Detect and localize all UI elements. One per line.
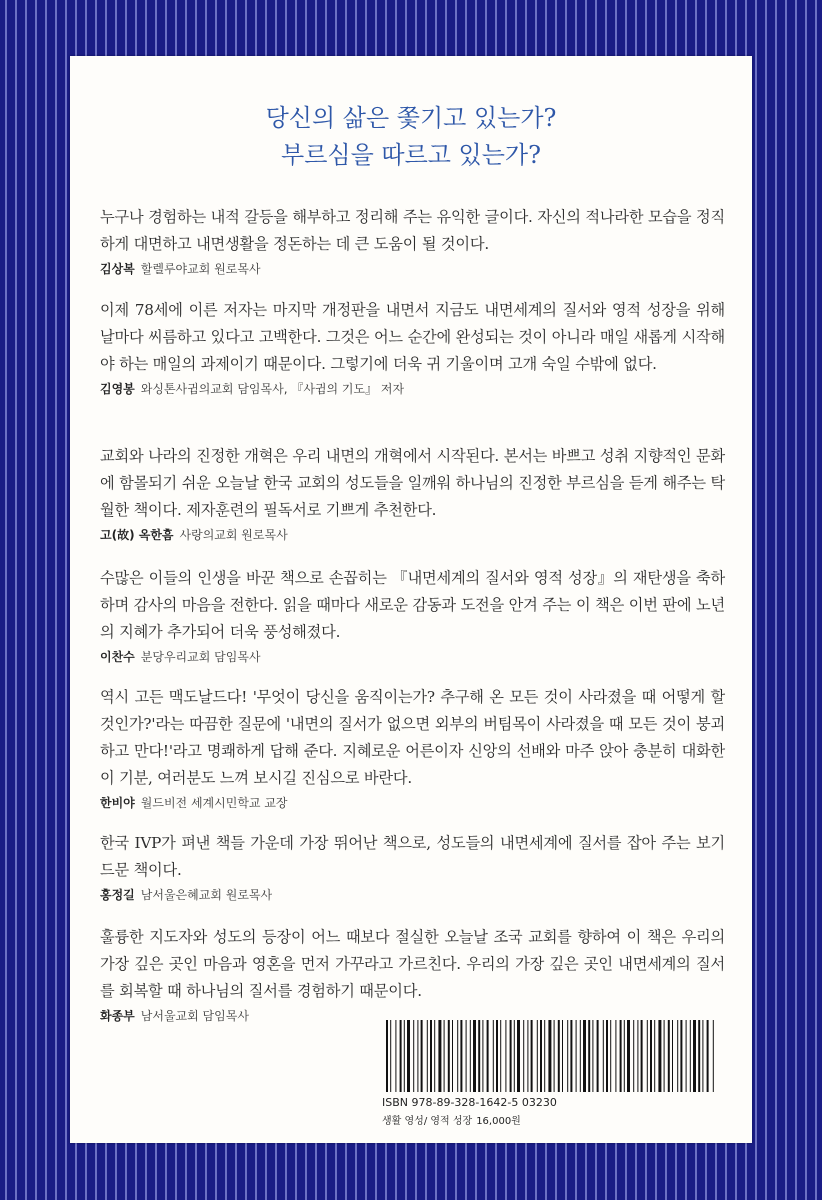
barcode-bar [647,1020,648,1092]
barcode-bar [606,1020,608,1092]
endorser-title: 남서울교회 담임목사 [140,1009,249,1023]
barcode-bar [482,1020,483,1092]
headline-line-2: 부르심을 따르고 있는가? [281,141,541,169]
barcode-bar [686,1020,687,1092]
barcode-bar [580,1020,581,1092]
endorser-title: 사랑의교회 원로목사 [179,528,288,542]
barcode-bar [417,1020,418,1092]
barcode-bar [658,1020,661,1092]
headline [70,100,752,174]
barcode-bar [434,1020,435,1092]
category-price-line [382,1112,521,1127]
endorsement-text: 누구나 경험하는 내적 갈등을 해부하고 정리해 주는 유익한 글이다. 자신의 적나라한 모습을 정직하게 대면하고 내면생활을 정돈하는 데 큰 도움이 될 것이다. [100,208,725,253]
barcode-bar [500,1020,501,1092]
endorser-title: 할렐루야교회 원로목사 [140,262,261,276]
barcode-bar [567,1020,568,1092]
endorsement-6 [100,830,725,905]
barcode-bar [395,1020,396,1092]
endorsement-text: 교회와 나라의 진정한 개혁은 우리 내면의 개혁에서 시작된다. 본서는 바쁘고 성취 지향적인 문화에 함몰되기 쉬운 오늘날 한국 교회의 성도들을 일깨워 하나님의 진정한 부르심을 듣게 해주는 탁월한 책이다. 제자훈련의 필독서로 기쁘게 추천한다. [100,447,725,519]
barcode-bar [510,1020,512,1092]
barcode-bar [603,1020,604,1092]
endorser-title: 남서울은혜교회 원로목사 [140,888,273,902]
endorser-name: 김영봉 [100,382,135,396]
barcode-bar [452,1020,453,1092]
barcode-bar [473,1020,476,1092]
endorsement-3 [100,443,725,545]
barcode-bar [444,1020,445,1092]
barcode-bar [624,1020,625,1092]
barcode-bar [637,1020,638,1092]
book-price: 16,000원 [476,1116,521,1127]
barcode-block [382,1020,732,1143]
endorsement-text: 훌륭한 지도자와 성도의 등장이 어느 때보다 절실한 오늘날 조국 교회를 향하여 이 책은 우리의 가장 깊은 곳인 마음과 영혼을 먼저 가꾸라고 가르친다. 우리의 가장 깊은 곳인 내면세계의 질서를 회복할 때 하나님의 질서를 경험하기 때문이다. [100,928,725,1000]
barcode-bar [698,1020,700,1092]
endorsement-byline [100,379,725,399]
endorsement-4 [100,565,725,667]
barcode-bar [558,1020,560,1092]
barcode-bar [610,1020,611,1092]
barcode-bar [537,1020,538,1092]
barcode-bar [693,1020,696,1092]
barcode-bar [562,1020,563,1092]
barcode-bar [400,1020,402,1092]
barcode-bar [386,1020,388,1092]
barcode-bar [407,1020,410,1092]
barcode-bar [570,1020,572,1092]
barcode-bar [531,1020,533,1092]
barcode-bar [493,1020,494,1092]
barcode-bar [641,1020,643,1092]
endorsement-text: 수많은 이들의 인생을 바꾼 책으로 손꼽히는 『내면세계의 질서와 영적 성장』의 재탄생을 축하하며 감사의 마음을 전한다. 읽을 때마다 새로운 감동과 도전을 안겨 주는 이 책은 이번 판에 노년의 지혜가 추가되어 더욱 풍성해졌다. [100,569,725,641]
barcode-bar [592,1020,593,1092]
barcode-bar [680,1020,682,1092]
barcode-bar [427,1020,428,1092]
barcode-bar [650,1020,652,1092]
endorsement-text: 역시 고든 맥도날드다! '무엇이 당신을 움직이는가? 추구해 온 모든 것이 사라졌을 때 어떻게 할 것인가?'라는 따끔한 질문에 '내면의 질서가 없으면 외부의 버팀목이 사라졌을 때 모든 것이 붕괴하고 만다!'라고 명쾌하게 답해 준다. 지혜로운 어른이자 신앙의 선배와 마주 앉아 충분히 대화한 이 기분, 여러분도 느껴 보시길 진심으로 바란다. [100,688,725,787]
endorser-name: 홍정길 [100,888,135,902]
barcode-bar [588,1020,590,1092]
endorser-title: 와싱톤사귐의교회 담임목사, 『사귐의 기도』 저자 [140,382,405,396]
barcode-bar [672,1020,673,1092]
barcode-bar [496,1020,498,1092]
endorsement-byline [100,885,725,905]
endorser-name: 고(故) 옥한흠 [100,528,174,542]
barcode-bar [460,1020,462,1092]
barcode-bar [487,1020,489,1092]
barcode-bar [664,1020,665,1092]
endorsement-byline [100,259,725,279]
barcode-bar [713,1020,714,1092]
barcode-bar [438,1020,441,1092]
endorsement-text: 이제 78세에 이른 저자는 마지막 개정판을 내면서 지금도 내면세계의 질서와 영적 성장을 위해 날마다 씨름하고 있다고 고백한다. 그것은 어느 순간에 완성되는 것이 아니라 매일 새롭게 시작해야 하는 매일의 과제이기 때문이다. 그렇기에 더욱 귀 기울이며 고개 숙일 수밖에 없다. [100,301,725,373]
headline-line-1: 당신의 삶은 쫓기고 있는가? [265,104,557,132]
endorser-name: 김상복 [100,262,135,276]
barcode-bar [544,1020,545,1092]
barcode-bar [421,1020,423,1092]
endorsement-2 [100,297,725,399]
barcode-bar [615,1020,616,1092]
isbn-number: ISBN 978-89-328-1642-5 03230 [382,1096,557,1109]
barcode-bar [677,1020,678,1092]
endorsement-byline [100,647,725,667]
barcode-bar [430,1020,432,1092]
barcode-bar [654,1020,655,1092]
barcode-bar [470,1020,471,1092]
endorser-title: 분당우리교회 담임목사 [140,650,261,664]
endorser-name: 화종부 [100,1009,135,1023]
endorsement-byline [100,793,725,813]
barcode-bar [620,1020,622,1092]
back-cover-panel [70,56,752,1143]
barcode-bar [517,1020,520,1092]
barcode-bar [633,1020,634,1092]
endorser-title: 월드비전 세계시민학교 교장 [140,796,288,810]
endorsement-1 [100,204,725,279]
barcode-bar [702,1020,703,1092]
barcode-bar [413,1020,414,1092]
barcode-bar [514,1020,515,1092]
barcode-bar [478,1020,480,1092]
endorser-name: 이찬수 [100,650,135,664]
barcode-bar [548,1020,551,1092]
barcode-bar [583,1020,586,1092]
book-category: 생활 영성/ 영적 성장 [382,1116,473,1127]
endorsement-5 [100,684,725,813]
endorser-name: 한비야 [100,796,135,810]
barcode-bar [448,1020,450,1092]
barcode-bar [576,1020,577,1092]
barcode-bar [505,1020,506,1092]
barcode-bar [597,1020,599,1092]
isbn-barcode [382,1020,722,1094]
barcode-bar [404,1020,405,1092]
barcode-bar [554,1020,555,1092]
endorsement-byline [100,525,725,545]
barcode-bar [466,1020,467,1092]
endorsement-7 [100,924,725,1026]
barcode-bar [390,1020,391,1092]
barcode-bar [690,1020,691,1092]
barcode-bar [707,1020,709,1092]
barcode-bar [540,1020,542,1092]
barcode-bar [523,1020,524,1092]
barcode-bar [457,1020,458,1092]
barcode-bar [668,1020,670,1092]
barcode-bar [627,1020,630,1092]
barcode-bar [527,1020,528,1092]
endorsement-text: 한국 IVP가 펴낸 책들 가운데 가장 뛰어난 책으로, 성도들의 내면세계에 질서를 잡아 주는 보기 드문 책이다. [100,834,725,879]
